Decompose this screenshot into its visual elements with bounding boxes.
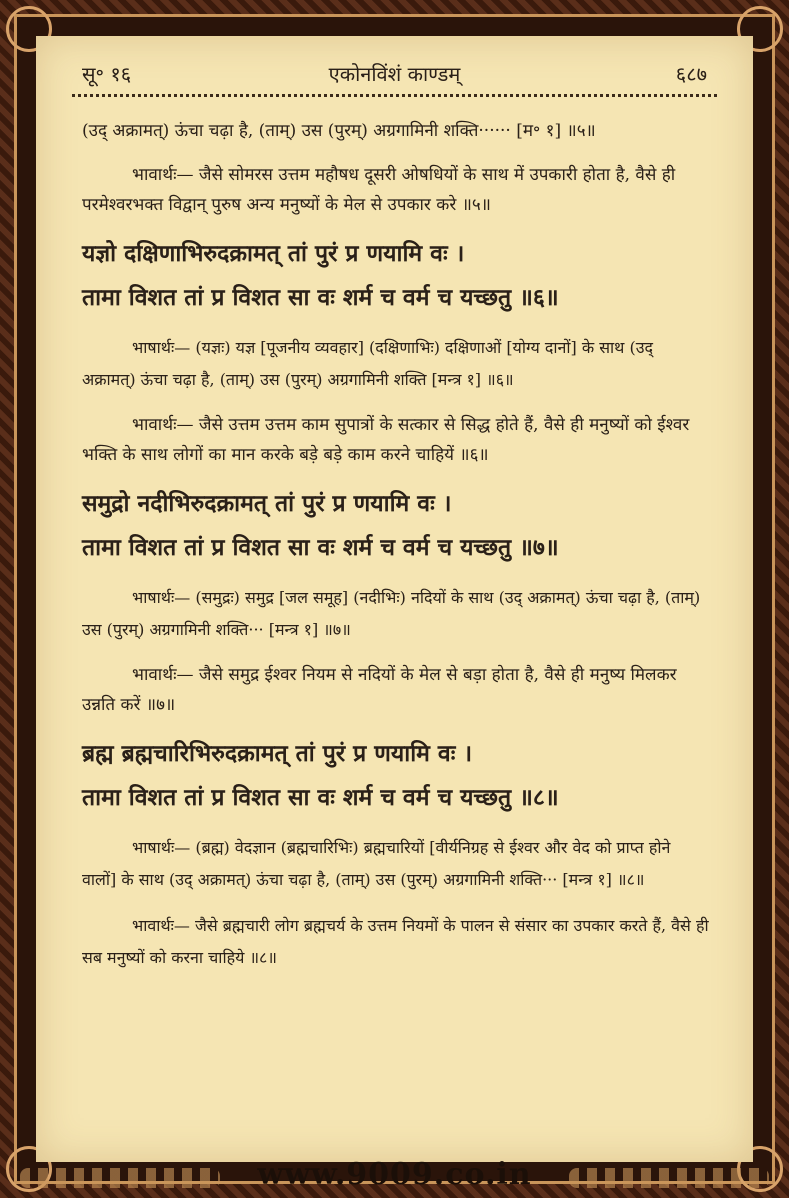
mantra-7-line-1: समुद्रो नदीभिरुदक्रामत् तां पुरं प्र णयामि वः ।: [82, 490, 452, 517]
bhavartha-6: भावार्थः— जैसे उत्तम उत्तम काम सुपात्रों के सत्कार से सिद्ध होते हैं, वैसे ही मनुष्यों को ईश्वर भक्ति के साथ लोगों का मान करके बड़े बड़े काम करने चाहियें ॥६॥: [82, 415, 690, 465]
mantra-8-line-1: ब्रह्म ब्रह्मचारिभिरुदक्रामत् तां पुरं प्र णयामि वः ।: [82, 740, 473, 767]
bhavartha-7: भावार्थः— जैसे समुद्र ईश्वर नियम से नदियों के मेल से बड़ा होता है, वैसे ही मनुष्य मिलकर उन्नति करें ॥७॥: [82, 665, 677, 715]
bhavartha-5: भावार्थः— जैसे सोमरस उत्तम महौषध दूसरी ओषधियों के साथ में उपकारी होता है, वैसे ही परमेश्वरभक्त विद्वान् पुरुष अन्य मनुष्यों के मेल से उपकार करे ॥५॥: [82, 165, 676, 215]
mantra-7-line-2: तामा विशत तां प्र विशत सा वः शर्म च वर्म च यच्छतु ॥७॥: [82, 534, 559, 561]
bhasharth-8: भाषार्थः— (ब्रह्म) वेदज्ञान (ब्रह्मचारिभिः) ब्रह्मचारियों [वीर्यनिग्रह से ईश्वर और वेद को प्राप्त होने वालों] के साथ (उद् अक्रामत्) ऊंचा चढ़ा है, (ताम्) उस (पुरम्) अग्रगामिनी शक्ति··· [मन्त्र १] ॥८॥: [82, 838, 671, 889]
bhasharth-6: भाषार्थः— (यज्ञः) यज्ञ [पूजनीय व्यवहार] (दक्षिणाभिः) दक्षिणाओं [योग्य दानों] के साथ (उद् अक्रामत्) ऊंचा चढ़ा है, (ताम्) उस (पुरम्) अग्रगामिनी शक्ति [मन्त्र १] ॥६॥: [82, 338, 653, 389]
book-page: [36, 36, 753, 1162]
mantra-8-line-2: तामा विशत तां प्र विशत सा वः शर्म च वर्म च यच्छतु ॥८॥: [82, 784, 559, 811]
commentary-continuation: (उद् अक्रामत्) ऊंचा चढ़ा है, (ताम्) उस (पुरम्) अग्रगामिनी शक्ति······ [म॰ १] ॥५॥: [82, 121, 596, 141]
page-header: [76, 56, 713, 92]
page-content: [82, 116, 709, 988]
mantra-6-line-2: तामा विशत तां प्र विशत सा वः शर्म च वर्म च यच्छतु ॥६॥: [82, 284, 559, 311]
header-divider: [72, 94, 717, 105]
bhavartha-8: भावार्थः— जैसे ब्रह्मचारी लोग ब्रह्मचर्य के उत्तम नियमों के पालन से संसार का उपकार करते हैं, वैसे ही सब मनुष्यों को करना चाहिये ॥८॥: [82, 916, 709, 967]
bhasharth-7: भाषार्थः— (समुद्रः) समुद्र [जल समूह] (नदीभिः) नदियों के साथ (उद् अक्रामत्) ऊंचा चढ़ा है, (ताम्) उस (पुरम्) अग्रगामिनी शक्ति··· [मन्त्र १] ॥७॥: [82, 588, 701, 639]
kanda-title: एकोनविंशं काण्डम्: [328, 62, 461, 86]
page-number: ६८७: [675, 62, 707, 86]
sukta-number: सू॰ १६: [82, 62, 132, 86]
mantra-6-line-1: यज्ञो दक्षिणाभिरुदक्रामत् तां पुरं प्र णयामि वः ।: [82, 240, 465, 267]
website-watermark: www.9009.co.in: [257, 1157, 532, 1192]
